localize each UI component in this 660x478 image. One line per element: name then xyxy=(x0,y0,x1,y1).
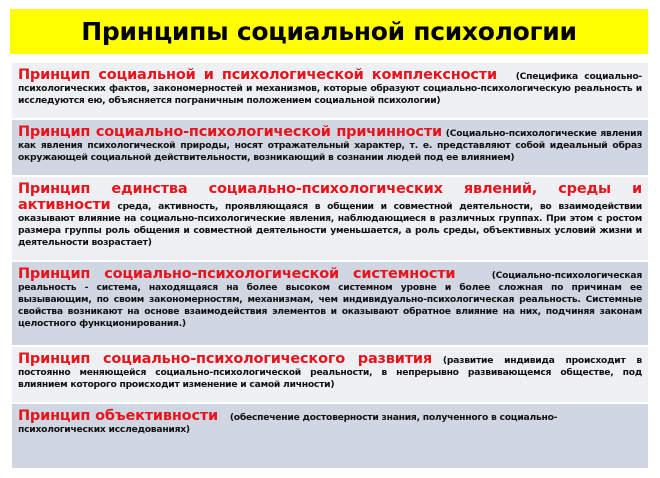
principle-description: среда, активность, проявляющаяся в общении и совместной деятельности, во взаимодействии оказывают влияние на социально-психологические явления, наблюдающиеся в различных группах. При этом с ростом размера группы роль общения и совместной деятельности уменьшается, а роль среды, объективных условий жизни и деятельности возрастает) xyxy=(18,201,642,248)
title-banner xyxy=(10,9,648,54)
principle-description: (развитие индивида происходит в постоянно меняющейся социально-психологической реальности, в непрерывно развивающемся обществе, под влиянием которого происходит изменение и самой личности) xyxy=(18,355,642,390)
principle-description: (Специфика социально-психологических фактов, закономерностей и механизмов, которые образуют социально-психологическую реальность и исследуются ею, объясняется пограничным положением социальной психологии) xyxy=(18,71,642,106)
principle-causality xyxy=(12,120,648,175)
principle-name: Принцип объективности xyxy=(18,408,219,424)
page-title: Принципы социальной психологии xyxy=(81,17,577,46)
principle-name: Принцип социально-психологической причинности xyxy=(18,124,442,140)
principle-description: (Социально-психологическая реальность - система, находящаяся на более высоком системном уровне и более сложная по причинам ее вызывающим, по своим закономерностям, механизмам, чем индивидуально-психологическая реальность. Системные свойства возникают на основе взаимодействия элементов и оказывают обратное влияние на них, подчиняя законам целостного функционирования.) xyxy=(18,270,642,329)
principle-name: Принцип социально-психологического развития xyxy=(18,351,432,367)
principle-name: Принцип социально-психологической системности xyxy=(18,266,456,282)
principle-name: Принцип социальной и психологической комплексности xyxy=(18,67,497,83)
principle-development xyxy=(12,347,648,402)
principle-name: Принцип единства социально-психологических явлений, среды и активности xyxy=(18,181,642,213)
principle-description: (обеспечение достоверности знания, полученного в социально-психологических исследованиях) xyxy=(18,412,558,435)
principle-description: (Социально-психологические явления как явления психологической природы, носят отражательный характер, т. е. представляют собой идеальный образ окружающей социальной действительности, возникающий в сознании людей под ее влиянием) xyxy=(18,128,642,163)
principle-objectivity xyxy=(12,404,648,468)
principle-unity xyxy=(12,177,648,260)
principle-complexity xyxy=(12,63,648,118)
principle-systemicity xyxy=(12,262,648,345)
